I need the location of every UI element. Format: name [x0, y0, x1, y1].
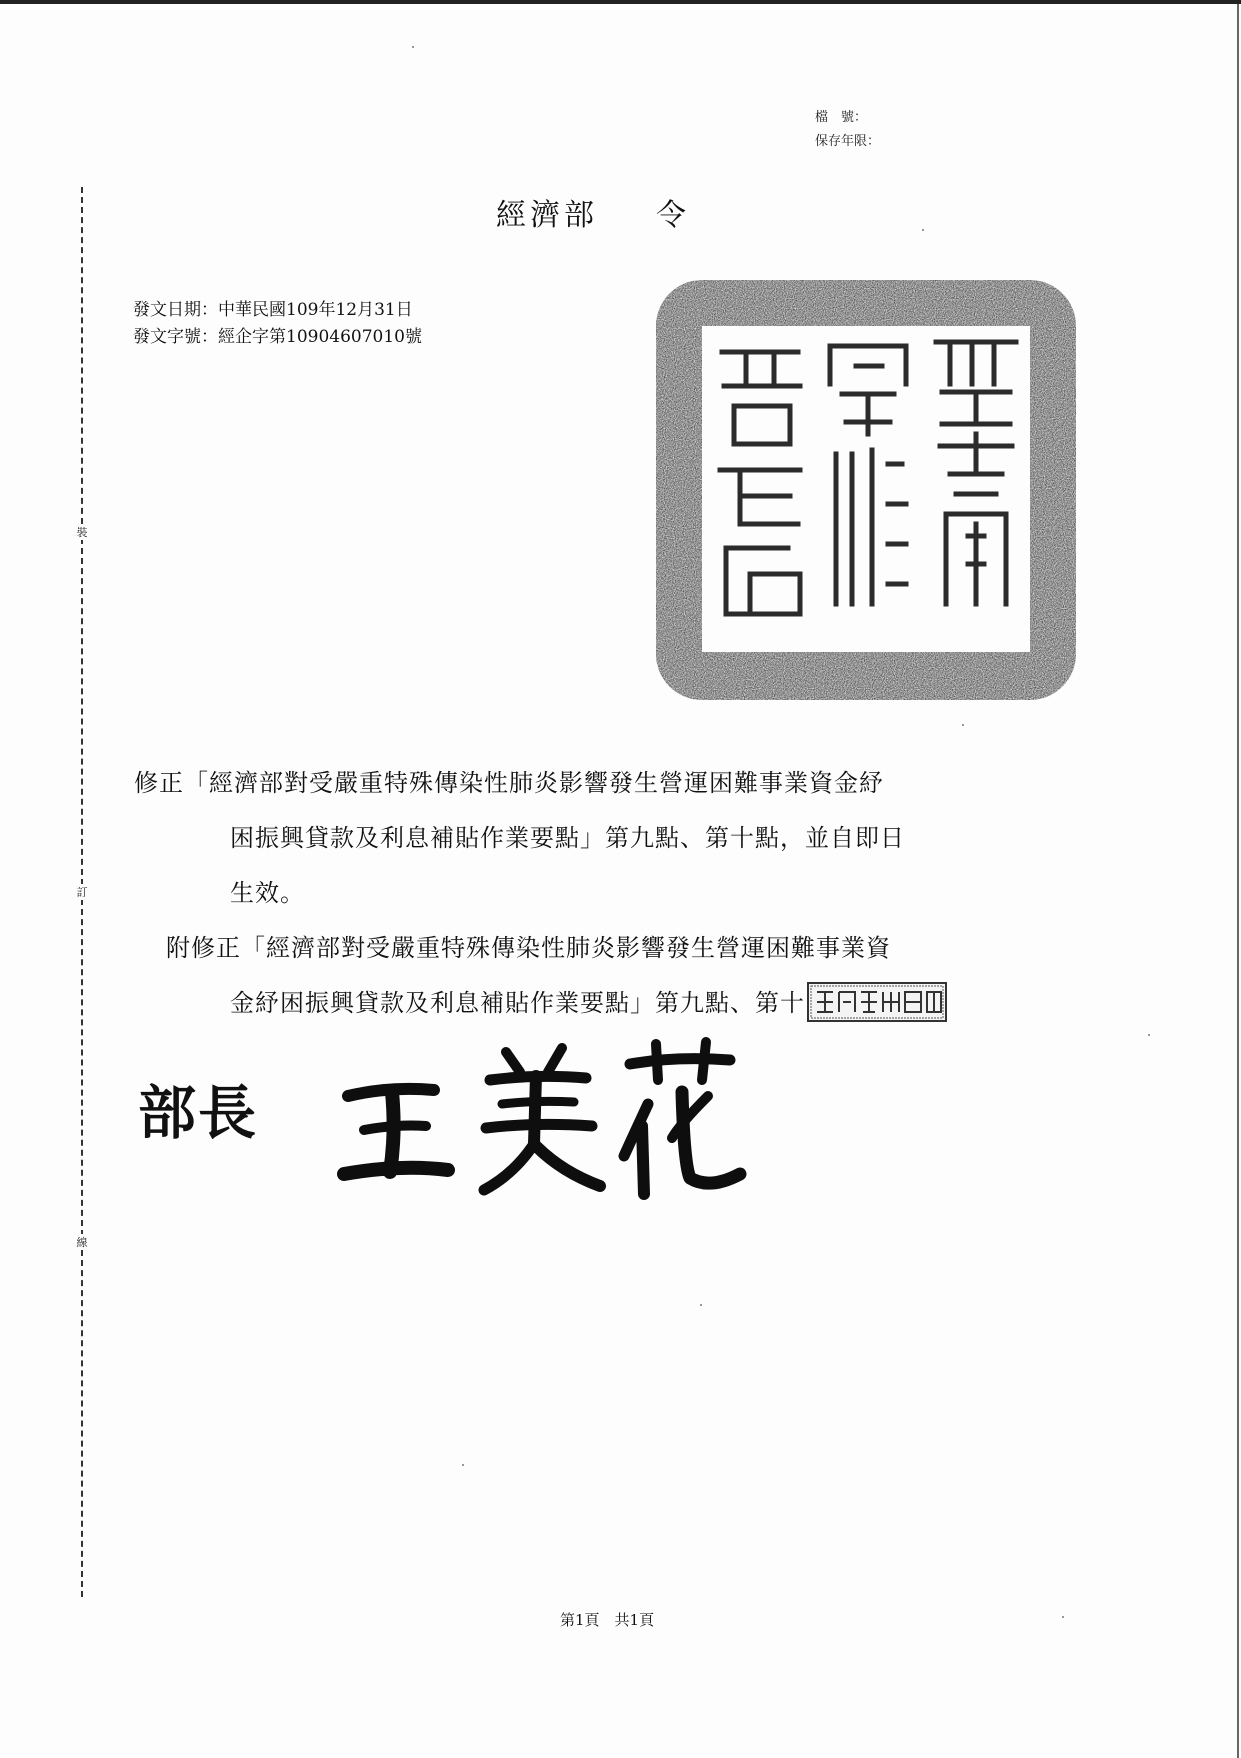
official-seal-stamp [650, 274, 1082, 706]
scan-speck [412, 46, 414, 48]
retention-label: 保存年限： [815, 134, 881, 149]
issue-info [133, 297, 422, 351]
title-org: 經濟部 [496, 198, 598, 233]
binding-mark-ding: 訂 [71, 884, 93, 900]
para2-line2 [134, 976, 1084, 1031]
decree-body [134, 756, 1084, 1031]
binding-mark-xian: 線 [71, 1234, 93, 1250]
file-number-label: 檔 號： [815, 110, 868, 125]
para2-line2-text: 金紓困振興貸款及利息補貼作業要點」第九點、第十 [230, 989, 805, 1017]
scan-speck [922, 229, 924, 231]
minister-signature-stamp [330, 1034, 770, 1204]
issue-date: 發文日期：中華民國109年12月31日 [133, 300, 413, 320]
page-footer: 第1頁 共1頁 [560, 1611, 655, 1629]
para1-line2: 困振興貸款及利息補貼作業要點」第九點、第十點，並自即日 [230, 824, 905, 852]
scan-speck [1062, 1616, 1064, 1618]
binding-mark-zhuang: 裝 [71, 524, 93, 540]
seam-seal-stamp [807, 982, 947, 1022]
scan-speck [462, 1464, 464, 1466]
scan-speck [1148, 1034, 1150, 1036]
minister-title: 部長 [138, 1079, 259, 1147]
title-doc-type: 令 [656, 198, 690, 233]
para1-line3: 生效。 [230, 879, 305, 907]
scan-speck [962, 724, 964, 726]
file-info [815, 106, 880, 154]
para2-line1: 附修正「經濟部對受嚴重特殊傳染性肺炎影響發生營運困難事業資 [166, 934, 891, 962]
scan-edge [1237, 4, 1239, 1758]
document-title [496, 190, 690, 234]
scan-speck [700, 1304, 702, 1306]
para1-line1: 修正「經濟部對受嚴重特殊傳染性肺炎影響發生營運困難事業資金紓 [134, 769, 884, 797]
issue-number: 發文字號：經企字第10904607010號 [133, 327, 422, 347]
